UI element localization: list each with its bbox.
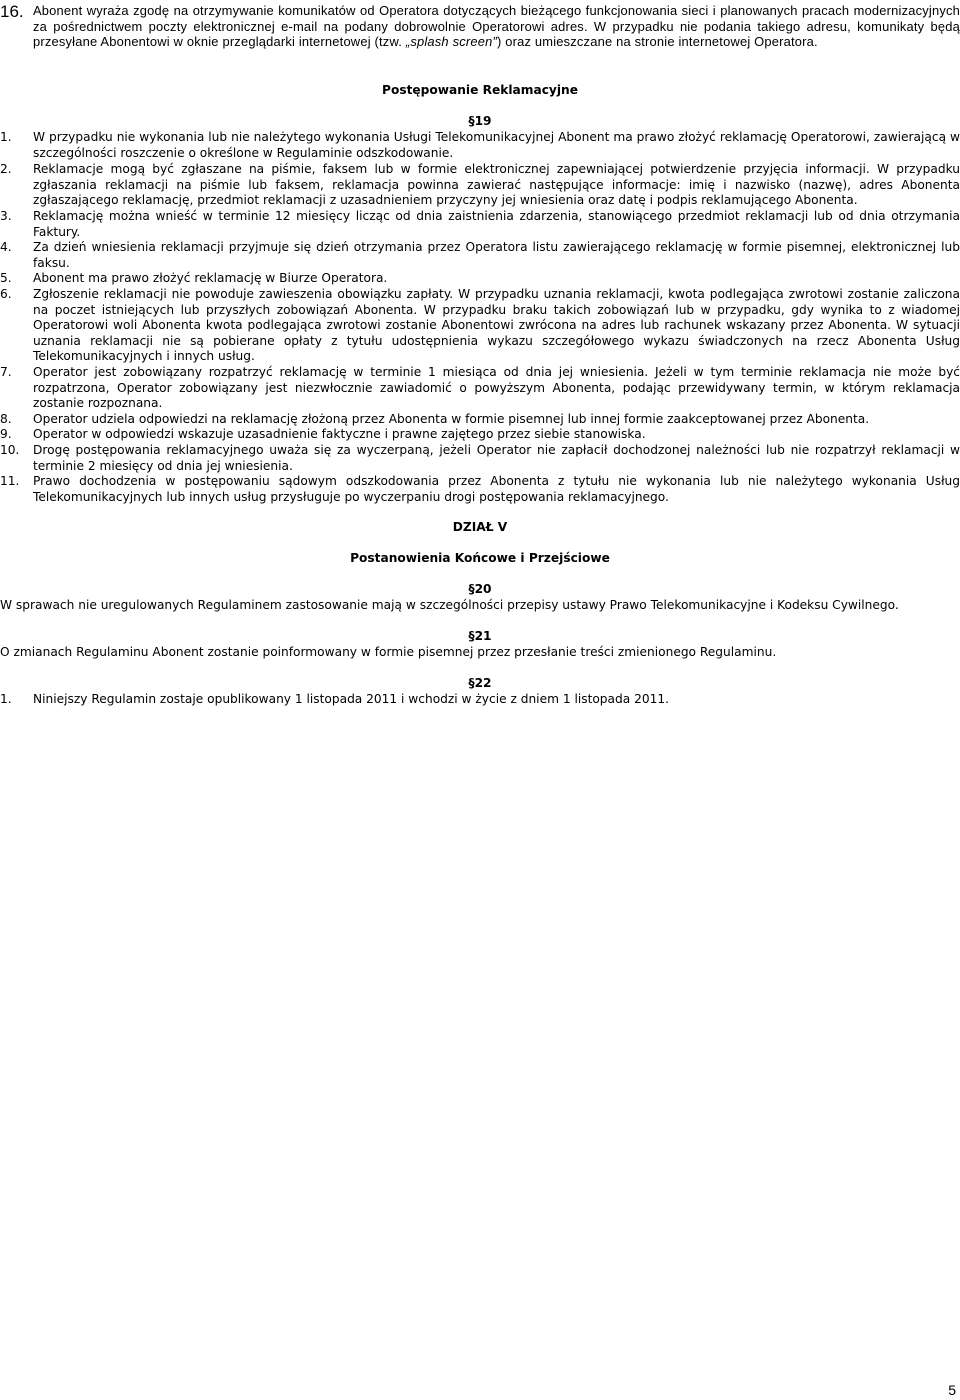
section-20-text: W sprawach nie uregulowanych Regulaminem zastosowanie mają w szczególności przepisy ustawy Prawo Telekomunikacyjne i Kodeksu Cywilnego. (0, 598, 899, 612)
item-text: Prawo dochodzenia w postępowaniu sądowym odszkodowania przez Abonenta z tytułu nie wykonania lub nie należytego wykonania Usług Telekomunikacyjnych lub innych usług przysługuje po wyczerpaniu drogi postępowania reklamacyjnego. (33, 474, 960, 504)
complaint-item-6 (0, 287, 960, 365)
division-subtitle: Postanowienia Końcowe i Przejściowe (350, 551, 610, 565)
page-number: 5 (948, 1382, 956, 1398)
item-number: 2. (0, 162, 12, 176)
item-number: 6. (0, 287, 12, 301)
item-number: 9. (0, 427, 12, 441)
item-number: 8. (0, 412, 12, 426)
complaint-item-8 (0, 412, 960, 428)
section-21-text: O zmianach Regulaminu Abonent zostanie poinformowany w formie pisemnej przez przesłanie treści zmienionego Regulaminu. (0, 645, 777, 659)
section-20-number: §20 (468, 582, 492, 596)
clause-text: Abonent wyraża zgodę na otrzymywanie komunikatów od Operatora dotyczących bieżącego funkcjonowania sieci i planowanych pracach modernizacyjnych za pośrednictwem poczty elektronicznej e-mail na podany dobrowolnie Operatorowi adres. W przypadku nie podania takiego adresu, komunikaty będą przesyłane Abonentowi w oknie przeglądarki internetowej (tzw. „splash screen”) oraz umieszczane na stronie internetowej Operatora. (33, 3, 960, 50)
section-22-number: §22 (468, 676, 492, 690)
complaint-item-11 (0, 474, 960, 505)
item-text: Zgłoszenie reklamacji nie powoduje zawieszenia obowiązku zapłaty. W przypadku uznania reklamacji, kwota podlegająca zwrotowi zostanie zaliczona na poczet istniejących lub przyszłych zobowiązań Abonenta. W przypadku braku takich zobowiązań lub w przypadku, gdy wynika to z wiadomej Operatorowi woli Abonenta kwota podlegająca zwrotowi zostanie Abonentowi zwrócona na adres lub rachunek wskazany przez Abonenta. W sytuacji uznania reklamacji nie są pobierane opłaty z tytułu udostępnienia wykazu szczegółowego wykazu świadczonych na rzecz Abonenta Usług Telekomunikacyjnych i innych usług. (33, 287, 960, 364)
complaint-item-1 (0, 130, 960, 161)
complaint-item-4 (0, 240, 960, 271)
item-number: 10. (0, 443, 20, 457)
splash-screen-term: „splash screen” (405, 34, 497, 50)
division-title: DZIAŁ V (452, 520, 508, 534)
complaint-item-7 (0, 365, 960, 412)
item-number: 5. (0, 271, 12, 285)
section-21-number: §21 (468, 629, 492, 643)
item-text: Reklamacje mogą być zgłaszane na piśmie, faksem lub w formie elektronicznej zapewniającej potwierdzenie przyjęcia informacji. W przypadku zgłaszania reklamacji na piśmie lub faksem, reklamacja powinna zawierać następujące informacje: imię i nazwisko (nazwę), adres Abonenta zgłaszającego reklamację, przedmiot reklamacji z uzasadnieniem przyczyny jej wniesienia oraz datę i podpis reklamującego Abonenta. (33, 162, 960, 208)
section-19-number: §19 (468, 114, 492, 128)
complaint-item-2 (0, 162, 960, 209)
item-text: Niniejszy Regulamin zostaje opublikowany 1 listopada 2011 i wchodzi w życie z dniem 1 listopada 2011. (33, 692, 669, 706)
item-number: 1. (0, 692, 12, 706)
section-22-item-1 (0, 692, 960, 708)
item-number: 11. (0, 474, 20, 488)
clause-16 (0, 3, 960, 50)
item-number: 7. (0, 365, 12, 379)
item-text: Za dzień wniesienia reklamacji przyjmuje się dzień otrzymania przez Operatora listu zawierającego reklamację w formie pisemnej, elektronicznej lub faksu. (33, 240, 960, 270)
item-text: Operator udziela odpowiedzi na reklamację złożoną przez Abonenta w formie pisemnej lub innej formie zaakceptowanej przez Abonenta. (33, 412, 870, 426)
item-number: 4. (0, 240, 12, 254)
complaints-heading: Postępowanie Reklamacyjne (382, 83, 578, 97)
item-number: 1. (0, 130, 12, 144)
item-text: Operator jest zobowiązany rozpatrzyć reklamację w terminie 1 miesiąca od dnia jej wniesienia. Jeżeli w tym terminie reklamacja nie może być rozpatrzona, Operator zobowiązany jest niezwłocznie zawiadomić o powyższym Abonenta, podając przewidywany termin, w którym reklamacja zostanie rozpoznana. (33, 365, 960, 411)
item-text: W przypadku nie wykonania lub nie należytego wykonania Usługi Telekomunikacyjnej Abonent ma prawo złożyć reklamację Operatorowi, zawierającą w szczególności roszczenie o określone w Regulaminie odszkodowanie. (33, 130, 960, 160)
complaint-item-9 (0, 427, 960, 443)
complaint-item-10 (0, 443, 960, 474)
clause-number: 16. (0, 2, 24, 21)
item-text: Reklamację można wnieść w terminie 12 miesięcy licząc od dnia zaistnienia zdarzenia, stanowiącego przedmiot reklamacji lub od dnia otrzymania Faktury. (33, 209, 960, 239)
item-text: Drogę postępowania reklamacyjnego uważa się za wyczerpaną, jeżeli Operator nie zapłacił dochodzonej należności lub nie rozpatrzył reklamacji w terminie 2 miesięcy od dnia jej wniesienia. (33, 443, 960, 473)
item-text: Operator w odpowiedzi wskazuje uzasadnienie faktyczne i prawne zajętego przez siebie stanowiska. (33, 427, 646, 441)
complaint-item-5 (0, 271, 960, 287)
item-text: Abonent ma prawo złożyć reklamację w Biurze Operatora. (33, 271, 388, 285)
complaint-item-3 (0, 209, 960, 240)
item-number: 3. (0, 209, 12, 223)
